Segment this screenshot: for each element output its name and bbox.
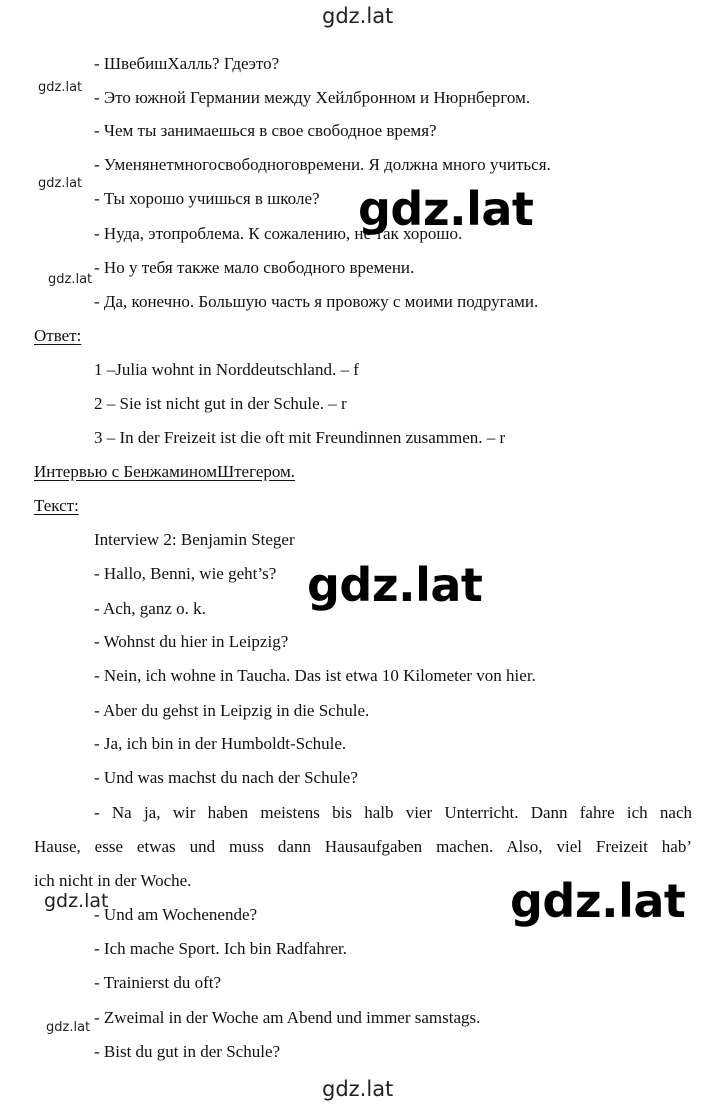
dialog-line: - Чем ты занимаешься в свое свободное время? [94,121,437,140]
watermark-large: gdz.lat [358,182,534,236]
paragraph-line: ich nicht in der Woche. [34,871,192,890]
dialog-line: - Ja, ich bin in der Humboldt-Schule. [94,734,347,753]
dialog-line: - Да, конечно. Большую часть я провожу с моими подругами. [94,292,539,311]
text-label: Текст: [34,496,79,515]
dialog-line: - Bist du gut in der Schule? [94,1042,281,1061]
dialog-line: - Wohnst du hier in Leipzig? [94,632,289,651]
dialog-line: - Trainierst du oft? [94,973,222,992]
dialog-line: - Hallo, Benni, wie geht’s? [94,564,277,583]
watermark-small: gdz.lat [38,176,83,191]
dialog-line: - ШвебишХалль? Гдеэто? [94,54,280,73]
watermark-small: gdz.lat [46,1020,91,1035]
dialog-line: - Нуда, этопроблема. К сожалению, не так хорошо. [94,224,463,243]
dialog-line: - Aber du gehst in Leipzig in die Schule. [94,701,370,720]
watermark-medium: gdz.lat [44,890,109,912]
watermark-header: gdz.lat [322,4,394,28]
dialog-line: - Но у тебя также мало свободного времени. [94,258,415,277]
answer-line: 3 – In der Freizeit ist die oft mit Freundinnen zusammen. – r [94,428,506,447]
watermark-small: gdz.lat [48,272,93,287]
dialog-line: - Und was machst du nach der Schule? [94,768,358,787]
dialog-line: - Nein, ich wohne in Taucha. Das ist etwa 10 Kilometer von hier. [94,666,536,685]
interview-heading: Интервью с БенжаминомШтегером. [34,462,296,481]
dialog-line: - Ach, ganz o. k. [94,599,206,618]
watermark-footer: gdz.lat [322,1077,394,1101]
watermark-large: gdz.lat [307,558,483,612]
dialog-line: - Уменянетмногосвободноговремени. Я должна много учиться. [94,155,551,174]
dialog-line: - Zweimal in der Woche am Abend und immer samstags. [94,1008,481,1027]
dialog-line: - Ты хорошо учишься в школе? [94,189,320,208]
answer-line: 2 – Sie ist nicht gut in der Schule. – r [94,394,347,413]
watermark-large: gdz.lat [510,874,686,928]
dialog-line: - Und am Wochenende? [94,905,258,924]
answer-label: Ответ: [34,326,82,345]
dialog-line: - Ich mache Sport. Ich bin Radfahrer. [94,939,348,958]
paragraph-line: Hause, esse etwas und muss dann Hausaufgaben machen. Also, viel Freizeit hab’ [34,837,692,856]
watermark-small: gdz.lat [38,80,83,95]
answer-line: 1 –Julia wohnt in Norddeutschland. – f [94,360,359,379]
dialog-line: - Это южной Германии между Хейлбронном и Нюрнбергом. [94,88,531,107]
interview-title: Interview 2: Benjamin Steger [94,530,295,549]
paragraph-line: - Na ja, wir haben meistens bis halb vier Unterricht. Dann fahre ich nach [94,803,692,822]
